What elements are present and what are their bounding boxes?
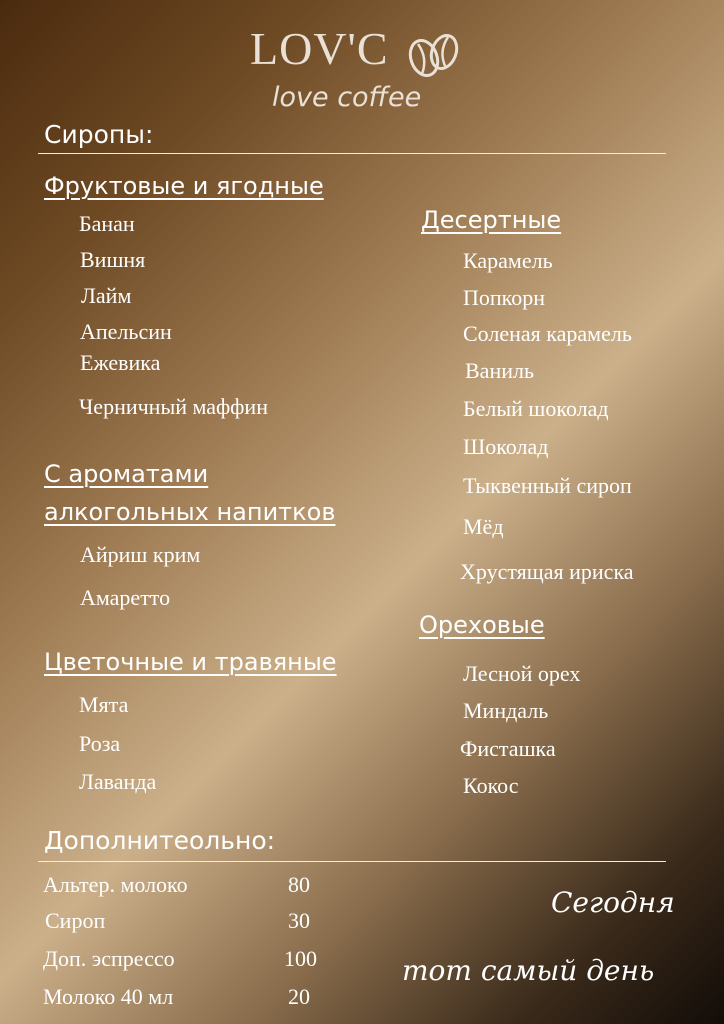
- extras-divider: [38, 861, 666, 862]
- list-item: Банан: [79, 211, 135, 236]
- list-item: Черничный маффин: [79, 394, 268, 419]
- list-item: Ежевика: [80, 350, 161, 375]
- extras-row-price: 100: [284, 946, 317, 971]
- slogan-line-1: Сегодня: [551, 886, 675, 919]
- list-item: Карамель: [463, 248, 553, 273]
- list-item: Айриш крим: [80, 542, 201, 567]
- slogan-line-2: тот самый день: [402, 954, 655, 987]
- list-item: Мёд: [463, 514, 504, 539]
- list-item: Лаванда: [79, 769, 157, 794]
- section-alcohol-title-line2: алкогольных напитков: [44, 498, 336, 526]
- list-item: Амаретто: [80, 585, 171, 610]
- extras-row-name: Молоко 40 мл: [43, 984, 174, 1009]
- syrups-title: Сиропы:: [44, 120, 154, 149]
- title-divider: [38, 153, 666, 154]
- coffee-bean-icon: [408, 28, 460, 80]
- extras-row-price: 30: [288, 908, 310, 933]
- section-nut-title: Ореховые: [419, 611, 545, 639]
- brand-logo: LOV'C: [250, 23, 389, 74]
- section-floral-title: Цветочные и травяные: [44, 648, 337, 676]
- section-dessert-title: Десертные: [421, 206, 562, 234]
- extras-row-price: 80: [288, 872, 310, 897]
- list-item: Ваниль: [465, 358, 534, 383]
- list-item: Соленая карамель: [463, 321, 632, 346]
- list-item: Белый шоколад: [463, 396, 609, 421]
- list-item: Попкорн: [463, 285, 546, 310]
- list-item: Хрустящая ириска: [460, 559, 634, 584]
- brand-tagline: love coffee: [272, 82, 422, 113]
- list-item: Тыквенный сироп: [463, 473, 632, 498]
- section-alcohol-title: С ароматами: [44, 460, 209, 488]
- list-item: Фисташка: [460, 736, 556, 761]
- list-item: Лесной орех: [463, 661, 581, 686]
- extras-row-name: Доп. эспрессо: [43, 946, 175, 971]
- list-item: Роза: [79, 731, 121, 756]
- section-fruit-title: Фруктовые и ягодные: [44, 172, 324, 200]
- list-item: Апельсин: [80, 319, 172, 344]
- extras-row-name: Альтер. молоко: [43, 872, 188, 897]
- extras-row-price: 20: [288, 984, 310, 1009]
- list-item: Кокос: [463, 773, 519, 798]
- list-item: Лайм: [81, 283, 132, 308]
- list-item: Шоколад: [463, 434, 549, 459]
- list-item: Миндаль: [463, 698, 549, 723]
- extras-row-name: Сироп: [45, 908, 106, 933]
- list-item: Вишня: [80, 247, 146, 272]
- list-item: Мята: [79, 692, 129, 717]
- extras-title: Дополнитеольно:: [44, 826, 276, 855]
